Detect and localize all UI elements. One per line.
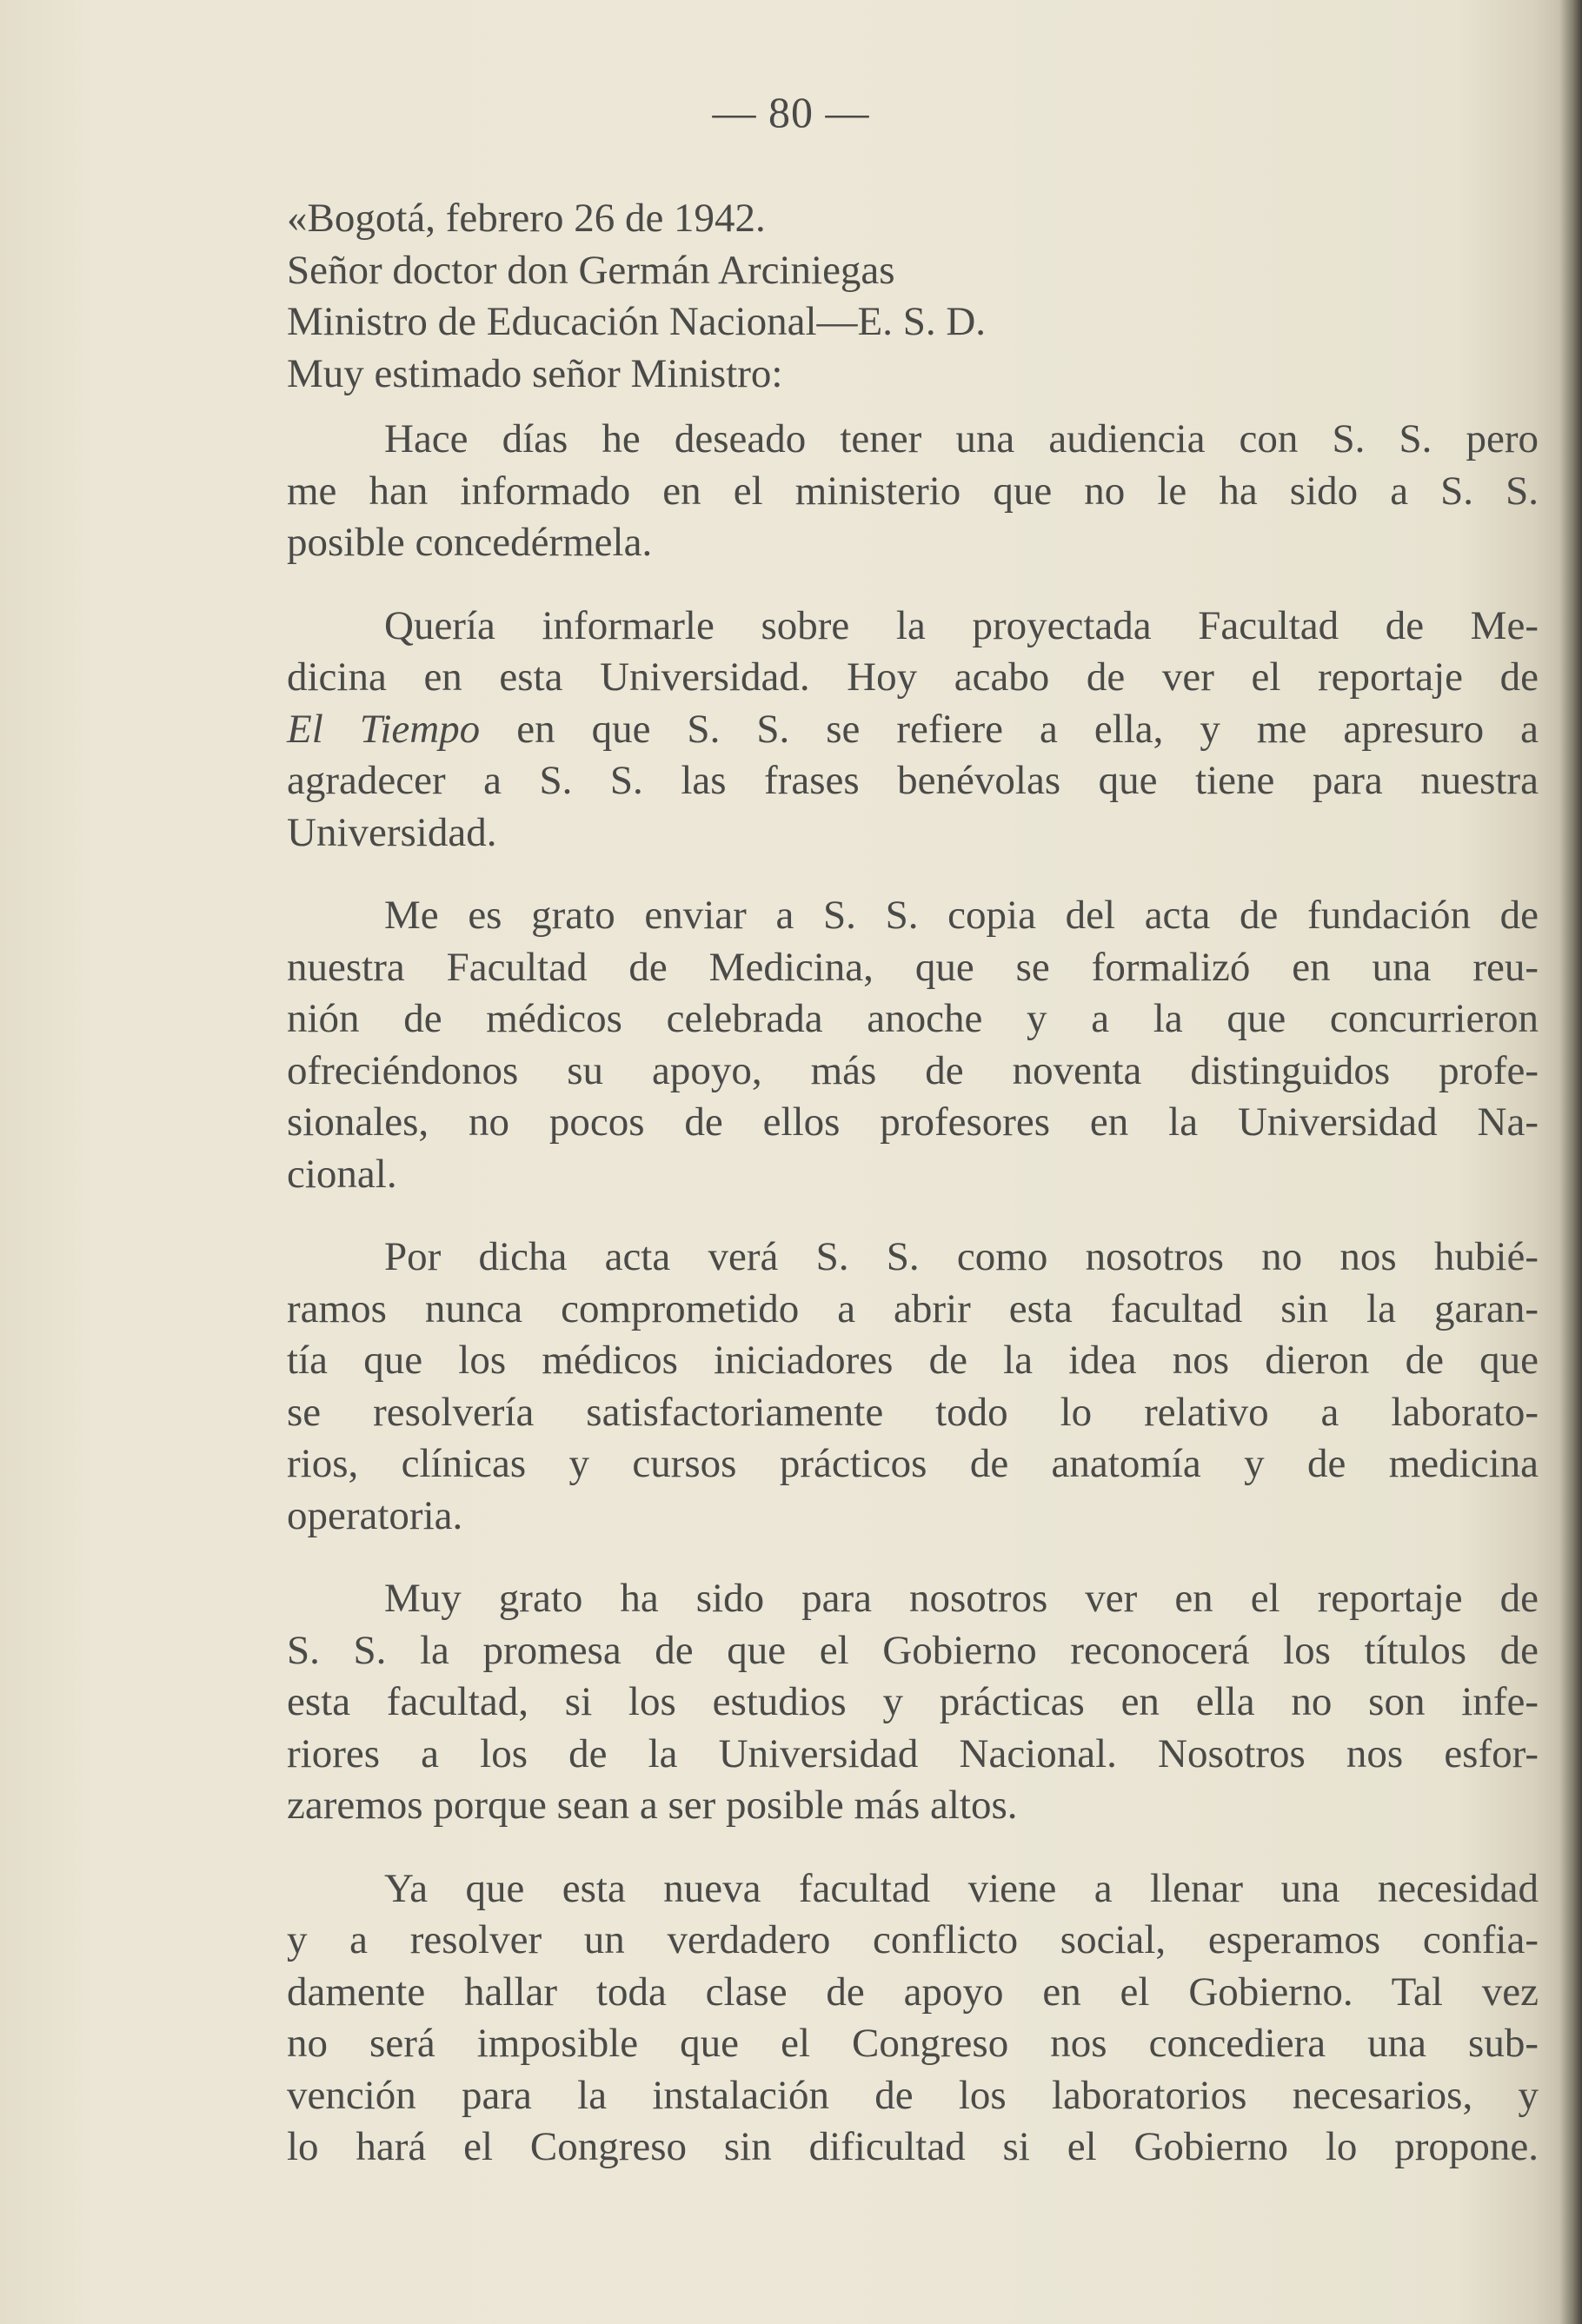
paragraph-line: sionales, no pocos de ellos profesores en la Universidad Na- [287,1099,1539,1145]
paragraph-line: nión de médicos celebrada anoche y a la que concurrieron [287,996,1539,1041]
paragraph-1 [287,414,1539,569]
paragraph-line: cional. [287,1151,397,1197]
page-number: — 80 — [712,88,870,136]
paragraph-line: riores a los de la Universidad Nacional. Nosotros nos esfor- [287,1730,1539,1776]
paragraph-line: posible concedérmela. [287,520,653,565]
paragraph-line: Me es grato enviar a S. S. copia del acta de fundación de [384,893,1539,938]
paragraph-line: zaremos porque sean a ser posible más altos. [287,1783,1018,1828]
paragraph-line: damente hallar toda clase de apoyo en el Gobierno. Tal vez [287,1969,1539,2015]
paragraph-line: S. S. la promesa de que el Gobierno reconocerá los títulos de [287,1627,1539,1673]
paragraph-line: vención para la instalación de los laboratorios necesarios, y [287,2072,1539,2118]
paragraph-line-with-title [287,704,1539,756]
paragraph-line: Hace días he deseado tener una audiencia con S. S. pero [384,416,1539,461]
paragraph-line: Quería informarle sobre la proyectada Facultad de Me- [384,602,1539,648]
paragraph-line: nuestra Facultad de Medicina, que se formalizó en una reu- [287,944,1539,990]
paragraph-line: esta facultad, si los estudios y prácticas en ella no son infe- [287,1679,1539,1724]
letter-salutation-line: Muy estimado señor Ministro: [287,350,783,396]
paragraph-line: y a resolver un verdadero conflicto social, esperamos confia- [287,1917,1539,1962]
paragraph-line: ramos nunca comprometido a abrir esta facultad sin la garan- [287,1285,1539,1331]
paragraph-line: rios, clínicas y cursos prácticos de anatomía y de medicina [287,1441,1539,1486]
paragraph-line: dicina en esta Universidad. Hoy acabo de ver el reportaje de [287,654,1539,700]
paragraph-4 [287,1232,1539,1542]
paragraph-3 [287,890,1539,1200]
letter-date-line: «Bogotá, febrero 26 de 1942. [287,196,766,241]
letter-addressee-line: Señor doctor don Germán Arciniegas [287,247,895,293]
paragraph-line: me han informado en el ministerio que no le ha sido a S. S. [287,468,1539,514]
paragraph-line-rest: en que S. S. se refiere a ella, y me apresuro a [516,706,1539,752]
letter-body [287,193,1539,2174]
paragraph-line: lo hará el Congreso sin dificultad si el Gobierno lo propone. [287,2124,1539,2169]
paragraph-line: operatoria. [287,1492,463,1538]
paragraph-line: se resolvería satisfactoriamente todo lo relativo a laborato- [287,1389,1539,1435]
book-binding-shadow [1559,0,1582,2324]
paragraph-line: tía que los médicos iniciadores de la idea nos dieron de que [287,1338,1539,1383]
letter-addressee-title-line: Ministro de Educación Nacional—E. S. D. [287,299,987,344]
paragraph-line: Por dicha acta verá S. S. como nosotros no nos hubié- [384,1234,1539,1279]
paragraph-line: Muy grato ha sido para nosotros ver en el reportaje de [384,1576,1539,1621]
paragraph-line: ofreciéndonos su apoyo, más de noventa distinguidos profe- [287,1047,1539,1093]
paragraph-5 [287,1573,1539,1832]
paragraph-line: no será imposible que el Congreso nos concediera una sub- [287,2021,1539,2066]
paragraph-2 [287,601,1539,860]
paragraph-line: agradecer a S. S. las frases benévolas que tiene para nuestra [287,758,1539,803]
paragraph-line: Universidad. [287,809,497,855]
paragraph-6 [287,1863,1539,2174]
paragraph-line: Ya que esta nueva facultad viene a llenar una necesidad [384,1865,1539,1911]
newspaper-title: El Tiempo [287,706,481,752]
